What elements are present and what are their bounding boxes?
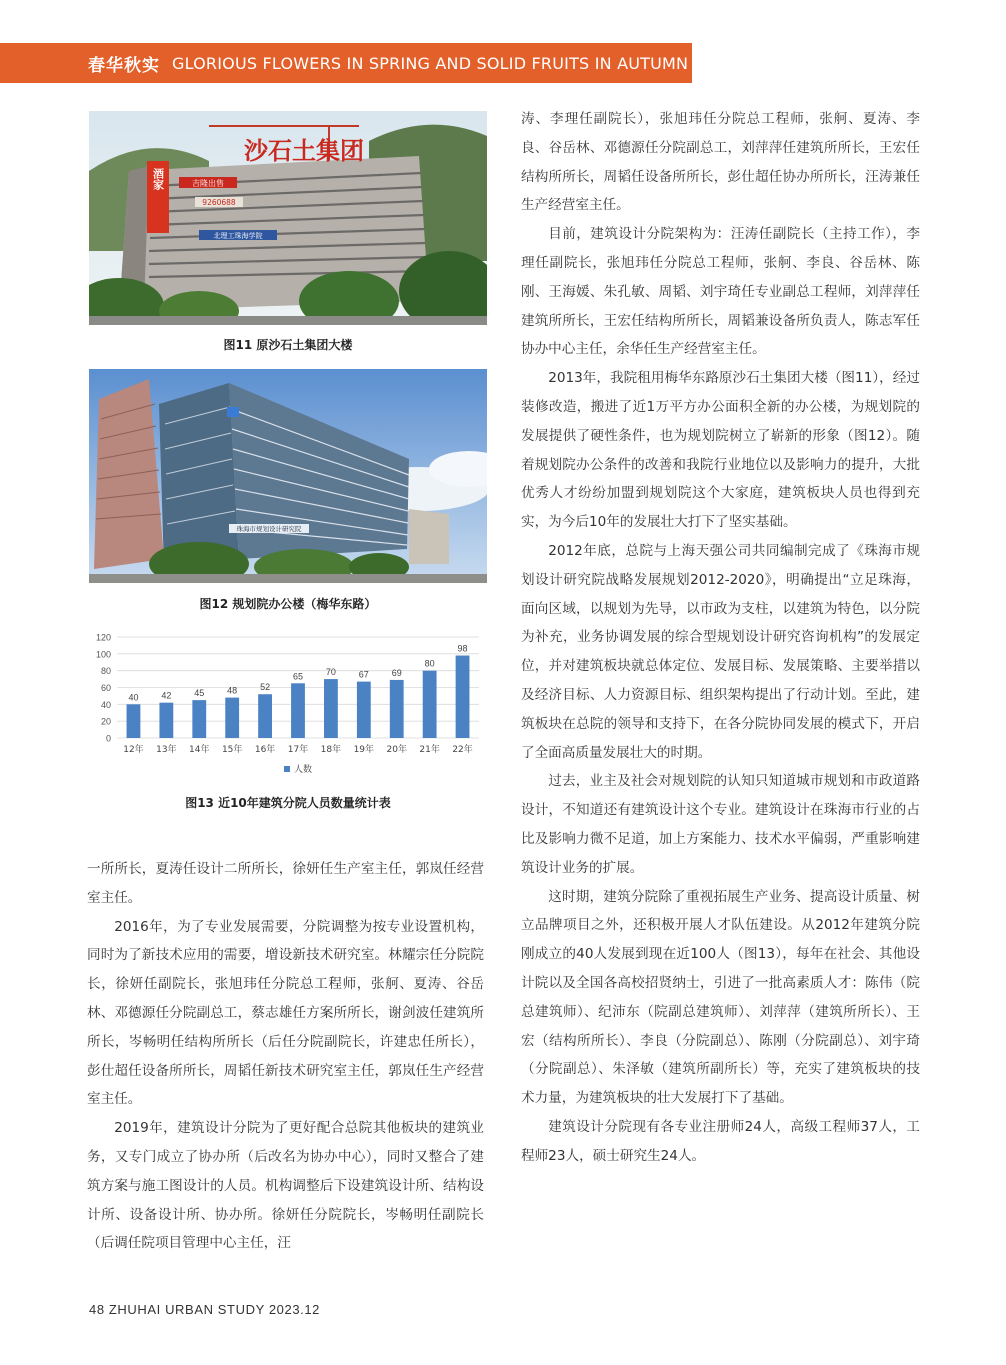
y-tick-label: 120 [95, 632, 111, 643]
bar [159, 703, 173, 738]
fig11-phone: 9260688 [202, 198, 236, 207]
paragraph: 过去，业主及社会对规划院的认知只知道城市规划和市政道路设计，不知道还有建筑设计这个专业。建筑设计在珠海市行业的占比及影响力微不足道，加上方案能力、技术水平偏弱，严重影响建筑设计业务的扩展。 [521, 773, 920, 876]
fig11-side-sign: 酒家 [151, 168, 165, 190]
bar [225, 698, 239, 738]
bar [456, 656, 470, 738]
y-tick-label: 40 [100, 699, 111, 710]
x-tick-label: 15年 [221, 745, 243, 755]
bar-data-label: 70 [325, 667, 336, 678]
bar [324, 679, 338, 738]
paragraph: 2012年底，总院与上海天强公司共同编制完成了《珠海市规划设计研究院战略发展规划2012-2020》，明确提出“立足珠海，面向区域，以规划为先导，以市政为支柱，以建筑为特色，以分院为补充，业务协调发展的综合型规划设计研究咨询机构”的发展定位，并对建筑板块就总体定位、发展目标、发展策略、主要举措以及经济目标、人力资源目标、组织架构提出了行动计划。至此，建筑板块在总院的领导和支持下，在各分院协同发展的模式下，开启了全面高质量发展壮大的时期。 [521, 542, 920, 761]
y-tick-label: 100 [95, 649, 111, 660]
legend-label: 人数 [294, 765, 313, 775]
bar [258, 694, 272, 738]
header-bar [0, 43, 692, 83]
bar-data-label: 65 [292, 671, 304, 682]
x-tick-label: 17年 [287, 745, 309, 755]
y-tick-label: 60 [100, 683, 111, 693]
bar [390, 680, 404, 738]
paragraph: 2013年，我院租用梅华东路原沙石土集团大楼（图11），经过装修改造，搬进了近1万平方办公面积全新的办公楼，为规划院的发展提供了硬性条件，也为规划院树立了崭新的形象（图12）。随着规划院办公条件的改善和我院行业地位以及影响力的提升，大批优秀人才纷纷加盟到规划院这个大家庭，建筑板块人员也得到充实，为今后10年的发展壮大打下了坚实基础。 [521, 370, 920, 531]
x-tick-label: 18年 [320, 745, 342, 755]
bar-data-label: 48 [227, 685, 238, 696]
figure-11-caption: 图11 原沙石土集团大楼 [223, 338, 353, 352]
x-tick-label: 16年 [254, 745, 276, 755]
right-text-column [521, 105, 920, 1170]
figure-12-photo [89, 369, 487, 583]
bar [291, 683, 305, 738]
header-title-en: GLORIOUS FLOWERS IN SPRING AND SOLID FRUITS IN AUTUMN [172, 53, 689, 73]
paragraph: 2016年，为了专业发展需要，分院调整为按专业设置机构，同时为了新技术应用的需要，增设新技术研究室。林耀宗任分院院长，徐妍任副院长，张旭玮任分院总工程师，张舸、夏涛、谷岳林、邓德源任分院副总工，蔡志雄任方案所所长，谢剑波任建筑所所长，岑畅明任结构所所长（后任分院副院长，许建忠任所长），彭仕超任设备所所长，周韬任新技术研究室主任，郭岚任生产经营室主任。 [87, 918, 484, 1108]
paragraph: 2019年，建筑设计分院为了更好配合总院其他板块的建筑业务，又专门成立了协办所（后改名为协办中心），同时又整合了建筑方案与施工图设计的人员。机构调整后下设建筑设计所、结构设计所、设备设计所、协办所。徐妍任分院院长，岑畅明任副院长（后调任院项目管理中心主任，汪 [87, 1120, 484, 1252]
paragraph: 目前，建筑设计分院架构为：汪涛任副院长（主持工作），李理任副院长，张旭玮任分院总工程师，张舸、李良、谷岳林、陈刚、王海媛、朱孔敏、周韬、刘宇琦任专业副总工程师，刘萍萍任建筑所所长，王宏任结构所所长，周韬兼设备所负责人，陈志军任协办中心主任，余华任生产经营室主任。 [521, 226, 920, 358]
fig11-rooftop-sign: 沙石土集团 [244, 136, 364, 165]
bar-data-label: 52 [260, 682, 271, 693]
paragraph: 这时期，建筑分院除了重视拓展生产业务、提高设计质量、树立品牌项目之外，还积极开展人才队伍建设。从2012年建筑分院刚成立的40人发展到现在近100人（图13），每年在社会、其他设计院以及全国各高校招贤纳士，引进了一批高素质人才：陈伟（院总建筑师）、纪沛东（院副总建筑师）、刘萍萍（建筑所所长）、王宏（结构所所长）、李良（分院副总）、陈刚（分院副总）、刘宇琦（分院副总）、朱泽敏（建筑所副所长）等，充实了建筑板块的技术力量，为建筑板块的壮大发展打下了基础。 [521, 888, 920, 1107]
x-tick-label: 22年 [452, 745, 473, 755]
paragraph: 建筑设计分院现有各专业注册师24人，高级工程师37人，工程师23人，硕士研究生24人。 [521, 1118, 920, 1164]
figure-12-caption: 图12 规划院办公楼（梅华东路） [199, 597, 377, 611]
left-text-column [87, 855, 484, 1258]
bar [127, 704, 141, 738]
legend-swatch [284, 766, 290, 772]
bar-data-label: 42 [161, 690, 172, 701]
bar-data-label: 80 [424, 658, 435, 669]
fig11-banner: 吉隆出售 [192, 179, 224, 188]
y-tick-label: 20 [100, 716, 111, 727]
bar-data-label: 40 [128, 692, 139, 703]
bar [423, 671, 437, 738]
y-tick-label: 80 [100, 666, 111, 677]
bar [357, 682, 371, 738]
fig11-floor-sign: 北理工珠海学院 [213, 232, 263, 240]
bar [192, 700, 206, 738]
bar-data-label: 45 [194, 688, 205, 699]
bar-data-label: 67 [358, 669, 369, 680]
paragraph: 涛、李理任副院长），张旭玮任分院总工程师，张舸、夏涛、李良、谷岳林、邓德源任分院副总工，刘萍萍任建筑所所长，王宏任结构所所长，周韬任设备所所长，彭仕超任协办所所长，汪涛兼任生产经营室主任。 [521, 111, 920, 214]
figure-13-chart [89, 627, 487, 785]
x-tick-label: 12年 [123, 745, 144, 755]
x-tick-label: 14年 [189, 745, 210, 755]
bar-data-label: 69 [391, 667, 402, 678]
x-tick-label: 20年 [386, 745, 407, 755]
fig12-sign: 珠海市规划设计研究院 [236, 525, 302, 533]
x-tick-label: 21年 [419, 745, 440, 755]
bar-data-label: 98 [457, 643, 468, 654]
y-tick-label: 0 [105, 733, 111, 744]
figure-11-photo [89, 111, 487, 325]
page-footer: 48 ZHUHAI URBAN STUDY 2023.12 [89, 1302, 321, 1317]
header-title-cn: 春华秋实 [88, 55, 160, 76]
staff-count-chart [89, 627, 487, 785]
x-tick-label: 19年 [353, 745, 375, 755]
paragraph: 一所所长，夏涛任设计二所所长，徐妍任生产室主任，郭岚任经营室主任。 [87, 861, 484, 906]
x-tick-label: 13年 [156, 745, 177, 755]
figure-13-caption: 图13 近10年建筑分院人员数量统计表 [185, 796, 391, 810]
